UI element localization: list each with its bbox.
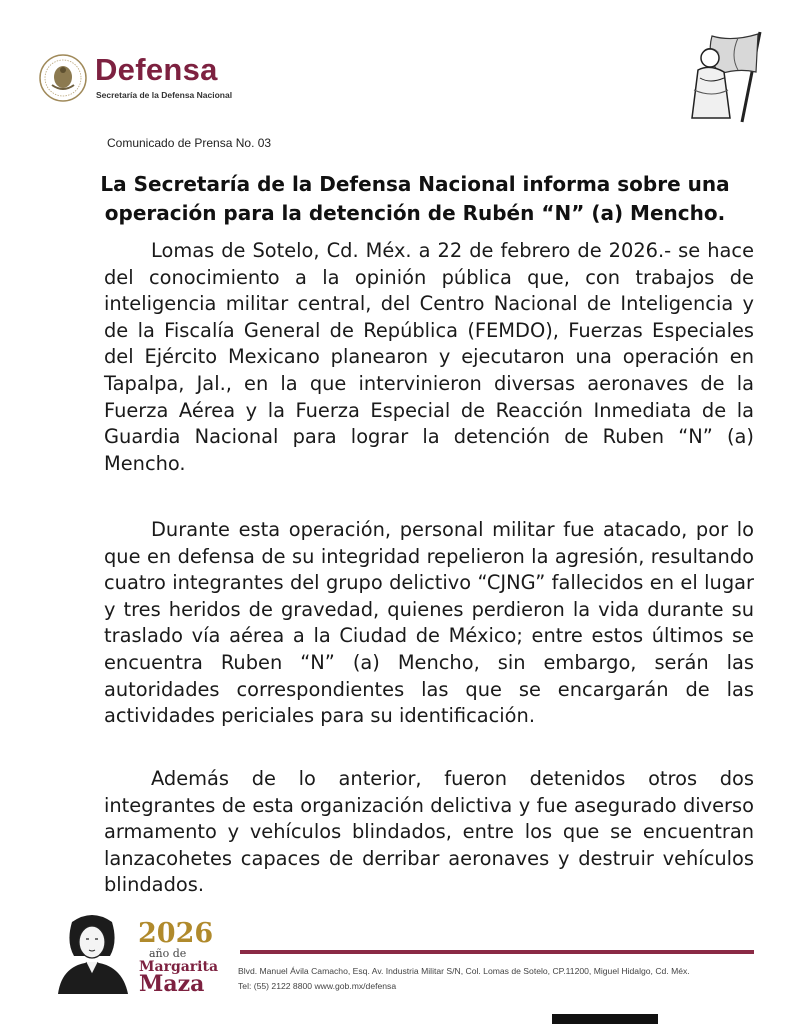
honoree-first-name: Margarita [139, 959, 219, 975]
footer-contact: Tel: (55) 2122 8800 www.gob.mx/defensa [238, 981, 397, 991]
title-line-2: operación para la detención de Rubén “N” (a) Mencho. [104, 201, 726, 225]
logo-subtitle: Secretaría de la Defensa Nacional [96, 90, 233, 100]
honoree-last-name: Maza [139, 971, 205, 997]
logo-wordmark: Defensa [95, 52, 218, 87]
footer-address: Blvd. Manuel Ávila Camacho, Esq. Av. Industria Militar S/N, Col. Lomas de Sotelo, CP.11200, Miguel Hidalgo, Cd. Méx. [238, 966, 690, 976]
paragraph-1: Lomas de Sotelo, Cd. Méx. a 22 de febrero de 2026.- se hace del conocimiento a la opinión pública que, con trabajos de inteligencia militar central, del Centro Nacional de Inteligencia y de la Fiscalía General de República (FEMDO), Fuerzas Especiales del Ejército Mexicano planearon y ejecutaron una operación en Tapalpa, Jal., en la que intervinieron diversas aeronaves de la Fuerza Aérea y la Fuerza Especial de Reacción Inmediata de la Guardia Nacional para lograr la detención de Ruben “N” (a) Mencho. [104, 239, 754, 475]
redaction-bar [552, 1014, 658, 1024]
title-line-1: La Secretaría de la Defensa Nacional informa sobre una [100, 172, 730, 196]
footer-divider [240, 950, 754, 954]
release-number: Comunicado de Prensa No. 03 [107, 136, 272, 150]
paragraph-2: Durante esta operación, personal militar fue atacado, por lo que en defensa de su integridad repelieron la agresión, resultando cuatro integrantes del grupo delictivo “CJNG” fallecidos en el lugar y tres heridos de gravedad, quienes perdieron la vida durante su traslado vía aérea a la Ciudad de México; entre estos últimos se encuentra Ruben “N” (a) Mencho, sin embargo, serán las autoridades correspondientes las que se encargarán de las actividades periciales para su identificación. [104, 518, 754, 728]
year-label: año de [149, 947, 187, 960]
margarita-maza-portrait [48, 912, 136, 994]
national-seal-icon [38, 53, 88, 103]
year-number: 2026 [138, 918, 214, 949]
document-title [100, 170, 730, 228]
flag-bearer-illustration [672, 28, 772, 124]
paragraph-3: Además de lo anterior, fueron detenidos otros dos integrantes de esta organización delictiva y fue asegurado diverso armamento y vehículos blindados, entre los que se encuentran lanzacohetes capaces de derribar aeronaves y destruir vehículos blindados. [104, 767, 754, 897]
